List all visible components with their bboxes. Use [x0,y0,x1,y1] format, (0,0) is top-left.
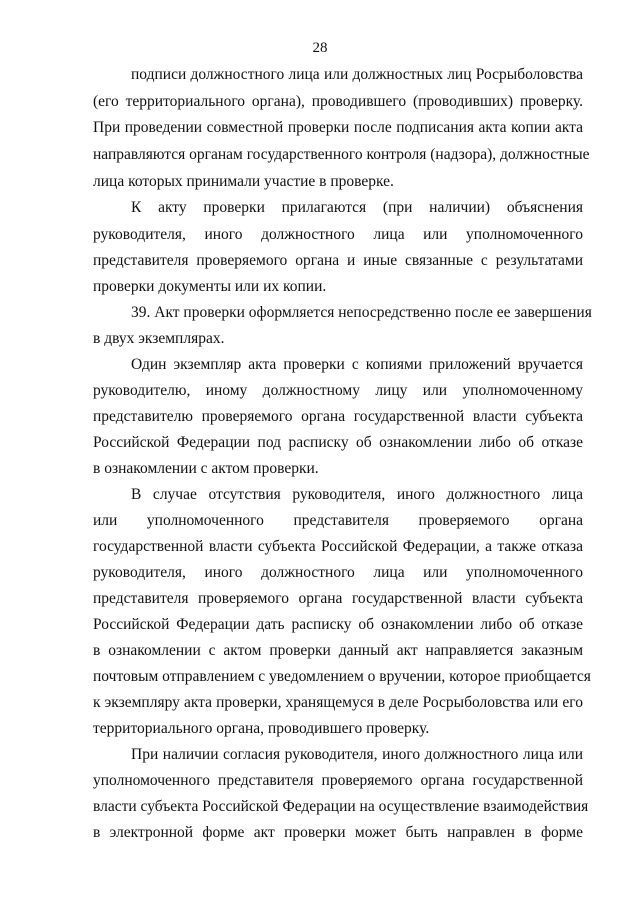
paragraph-line: в ознакомлении с актом проверки данный акт направляется заказным [93,642,583,659]
paragraph-line: направляются органам государственного контроля (надзора), должностные [93,146,590,163]
paragraph-line: К акту проверки прилагаются (при наличии) объяснения [131,199,583,216]
paragraph-line: почтовым отправлением с уведомлением о вручении, которое приобщается [93,668,591,685]
paragraph-line: или уполномоченного представителя проверяемого органа [93,512,583,529]
page-number: 28 [312,40,328,56]
paragraph-line: Один экземпляр акта проверки с копиями приложений вручается [131,356,583,373]
paragraph-line: в двух экземплярах. [93,330,225,347]
paragraph-line: к экземпляру акта проверки, хранящемуся в деле Росрыболовства или его [93,694,583,711]
paragraph-line: руководителя, иного должностного лица или уполномоченного [93,226,583,243]
paragraph-line: руководителю, иному должностному лицу или уполномоченному [93,382,583,399]
paragraph-line: подписи должностного лица или должностных лиц Росрыболовства [131,66,583,83]
paragraph-line: государственной власти субъекта Российской Федерации, а также отказа [93,538,583,555]
paragraph-line: представителю проверяемого органа государственной власти субъекта [93,408,583,425]
paragraph-line: В случае отсутствия руководителя, иного должностного лица [131,486,583,503]
paragraph-line: лица которых принимали участие в проверке. [93,173,394,190]
paragraph-line: Российской Федерации под расписку об ознакомлении либо об отказе [93,434,583,451]
paragraph-line: территориального органа, проводившего проверку. [93,720,430,737]
paragraph-line: При наличии согласия руководителя, иного должностного лица или [131,746,583,763]
paragraph-line: власти субъекта Российской Федерации на осуществление взаимодействия [93,798,589,815]
paragraph-line: 39. Акт проверки оформляется непосредственно после ее завершения [131,304,592,321]
paragraph-line: проверки документы или их копии. [93,278,327,295]
paragraph-line: (его территориального органа), проводившего (проводивших) проверку. [93,93,583,110]
paragraph-line: представителя проверяемого органа государственной власти субъекта [93,590,583,607]
paragraph-line: в ознакомлении с актом проверки. [93,460,319,477]
paragraph-line: в электронной форме акт проверки может быть направлен в форме [93,824,583,841]
paragraph-line: При проведении совместной проверки после подписания акта копии акта [93,119,583,136]
paragraph-line: Российской Федерации дать расписку об ознакомлении либо об отказе [93,616,583,633]
paragraph-line: уполномоченного представителя проверяемого органа государственной [93,772,583,789]
paragraph-line: руководителя, иного должностного лица или уполномоченного [93,564,583,581]
paragraph-line: представителя проверяемого органа и иные связанные с результатами [93,252,583,269]
